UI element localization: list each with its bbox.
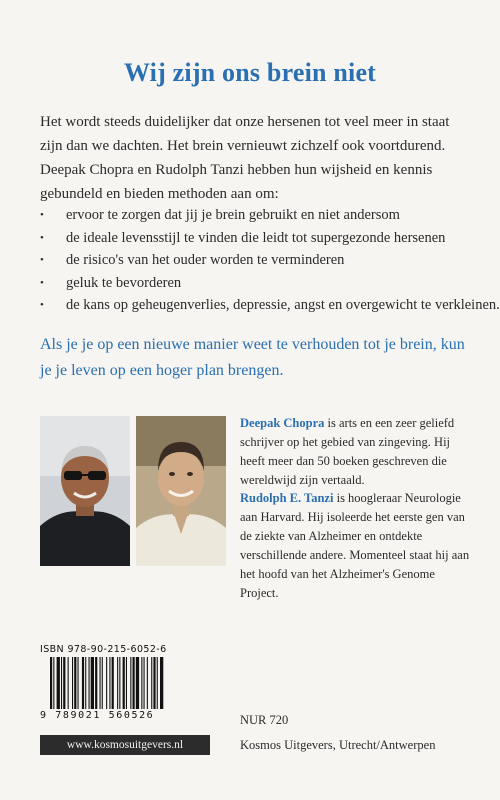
author-name: Rudolph E. Tanzi xyxy=(240,491,334,505)
barcode-bar xyxy=(119,657,120,709)
bullet-icon: • xyxy=(40,231,44,244)
list-item-text: de kans op geheugenverlies, depressie, angst en overgewicht te verkleinen. xyxy=(66,297,500,314)
barcode-bar xyxy=(72,657,73,709)
book-title: Wij zijn ons brein niet xyxy=(123,58,377,87)
list-item xyxy=(40,272,480,295)
barcode-bar xyxy=(153,657,155,709)
list-item xyxy=(40,227,480,250)
barcode-bar xyxy=(89,657,90,709)
author-bio-text: is arts en een zeer geliefd schrijver op het gebied van zingeving. Hij heeft meer dan 50 boeken geschreven die wereldwijd zijn vertaald. xyxy=(240,416,455,487)
portrait-illustration xyxy=(136,416,226,566)
highlight-quote: Als je je op een nieuwe manier weet te verhouden tot je brein, kun je je leven op een hoger plan brengen. xyxy=(40,336,465,379)
barcode-bar xyxy=(95,657,97,709)
barcode-bar xyxy=(53,657,54,709)
barcode-bar xyxy=(133,657,135,709)
barcode-bar xyxy=(57,657,60,709)
author-bio-chopra xyxy=(240,414,470,490)
intro-paragraph: Het wordt steeds duidelijker dat onze hersenen tot veel meer in staat zijn dan we dachten. Het brein vernieuwt zichzelf ook voortdurend. Deepak Chopra en Rudolph Tanzi hebben hun wijsheid en kennis gebundeld en bieden methoden aan om: xyxy=(40,114,450,202)
author-name: Deepak Chopra xyxy=(240,416,325,430)
barcode-bar xyxy=(123,657,125,709)
list-item-text: de risico's van het ouder worden te verminderen xyxy=(66,252,345,269)
benefit-list xyxy=(40,204,500,317)
list-item xyxy=(40,204,480,227)
barcode-icon xyxy=(50,657,210,709)
list-item xyxy=(40,294,500,317)
barcode-bar xyxy=(50,657,52,709)
barcode-bar xyxy=(68,657,69,709)
isbn-label: ISBN 978-90-215-6052-6 xyxy=(40,644,167,655)
barcode-bar xyxy=(147,657,148,709)
barcode-bar xyxy=(126,657,127,709)
barcode-bar xyxy=(130,657,131,709)
bullet-icon: • xyxy=(40,209,44,221)
publisher-website: www.kosmosuitgevers.nl xyxy=(40,735,210,755)
barcode-bar xyxy=(61,657,62,709)
list-item-text: ervoor te zorgen dat jij je brein gebruikt en niet andersom xyxy=(66,207,400,223)
list-item-text: geluk te bevorderen xyxy=(66,274,182,291)
author-bio-text: is hoogleraar Neurologie aan Harvard. Hij isoleerde het eerste gen van de ziekte van Alzheimer en ontdekte verschillende andere. Momenteel staat hij aan het hoofd van het Alzheimer's Genome Project. xyxy=(240,491,470,600)
barcode-bar xyxy=(74,657,76,709)
bullet-icon: • xyxy=(40,276,44,289)
barcode-bar xyxy=(112,657,114,709)
portrait-illustration xyxy=(40,416,130,566)
barcode-bar xyxy=(82,657,84,709)
barcode-bar xyxy=(144,657,145,709)
barcode-bar xyxy=(157,657,158,709)
barcode-digits: 9 789021 560526 xyxy=(40,710,155,721)
barcode-bar xyxy=(141,657,142,709)
list-item-text: de ideale levensstijl te vinden die leidt tot supergezonde hersenen xyxy=(66,229,446,246)
barcode-bar xyxy=(117,657,118,709)
bullet-icon: • xyxy=(40,254,44,267)
list-item xyxy=(40,249,480,272)
barcode-bar xyxy=(85,657,86,709)
barcode-bar xyxy=(100,657,101,709)
barcode-bar xyxy=(106,657,107,709)
barcode-bar xyxy=(151,657,152,709)
bullet-icon: • xyxy=(40,299,44,312)
barcode-bar xyxy=(63,657,65,709)
nur-code: NUR 720 xyxy=(240,713,289,727)
barcode-bar xyxy=(109,657,110,709)
barcode-bar xyxy=(91,657,94,709)
publisher-name: Kosmos Uitgevers, Utrecht/Antwerpen xyxy=(240,738,436,752)
barcode-bar xyxy=(78,657,79,709)
barcode-bar xyxy=(160,657,163,709)
author-bio-tanzi xyxy=(240,489,470,603)
author-photo-tanzi xyxy=(136,416,226,566)
barcode-bar xyxy=(102,657,103,709)
barcode-bar xyxy=(136,657,139,709)
author-photo-chopra xyxy=(40,416,130,566)
